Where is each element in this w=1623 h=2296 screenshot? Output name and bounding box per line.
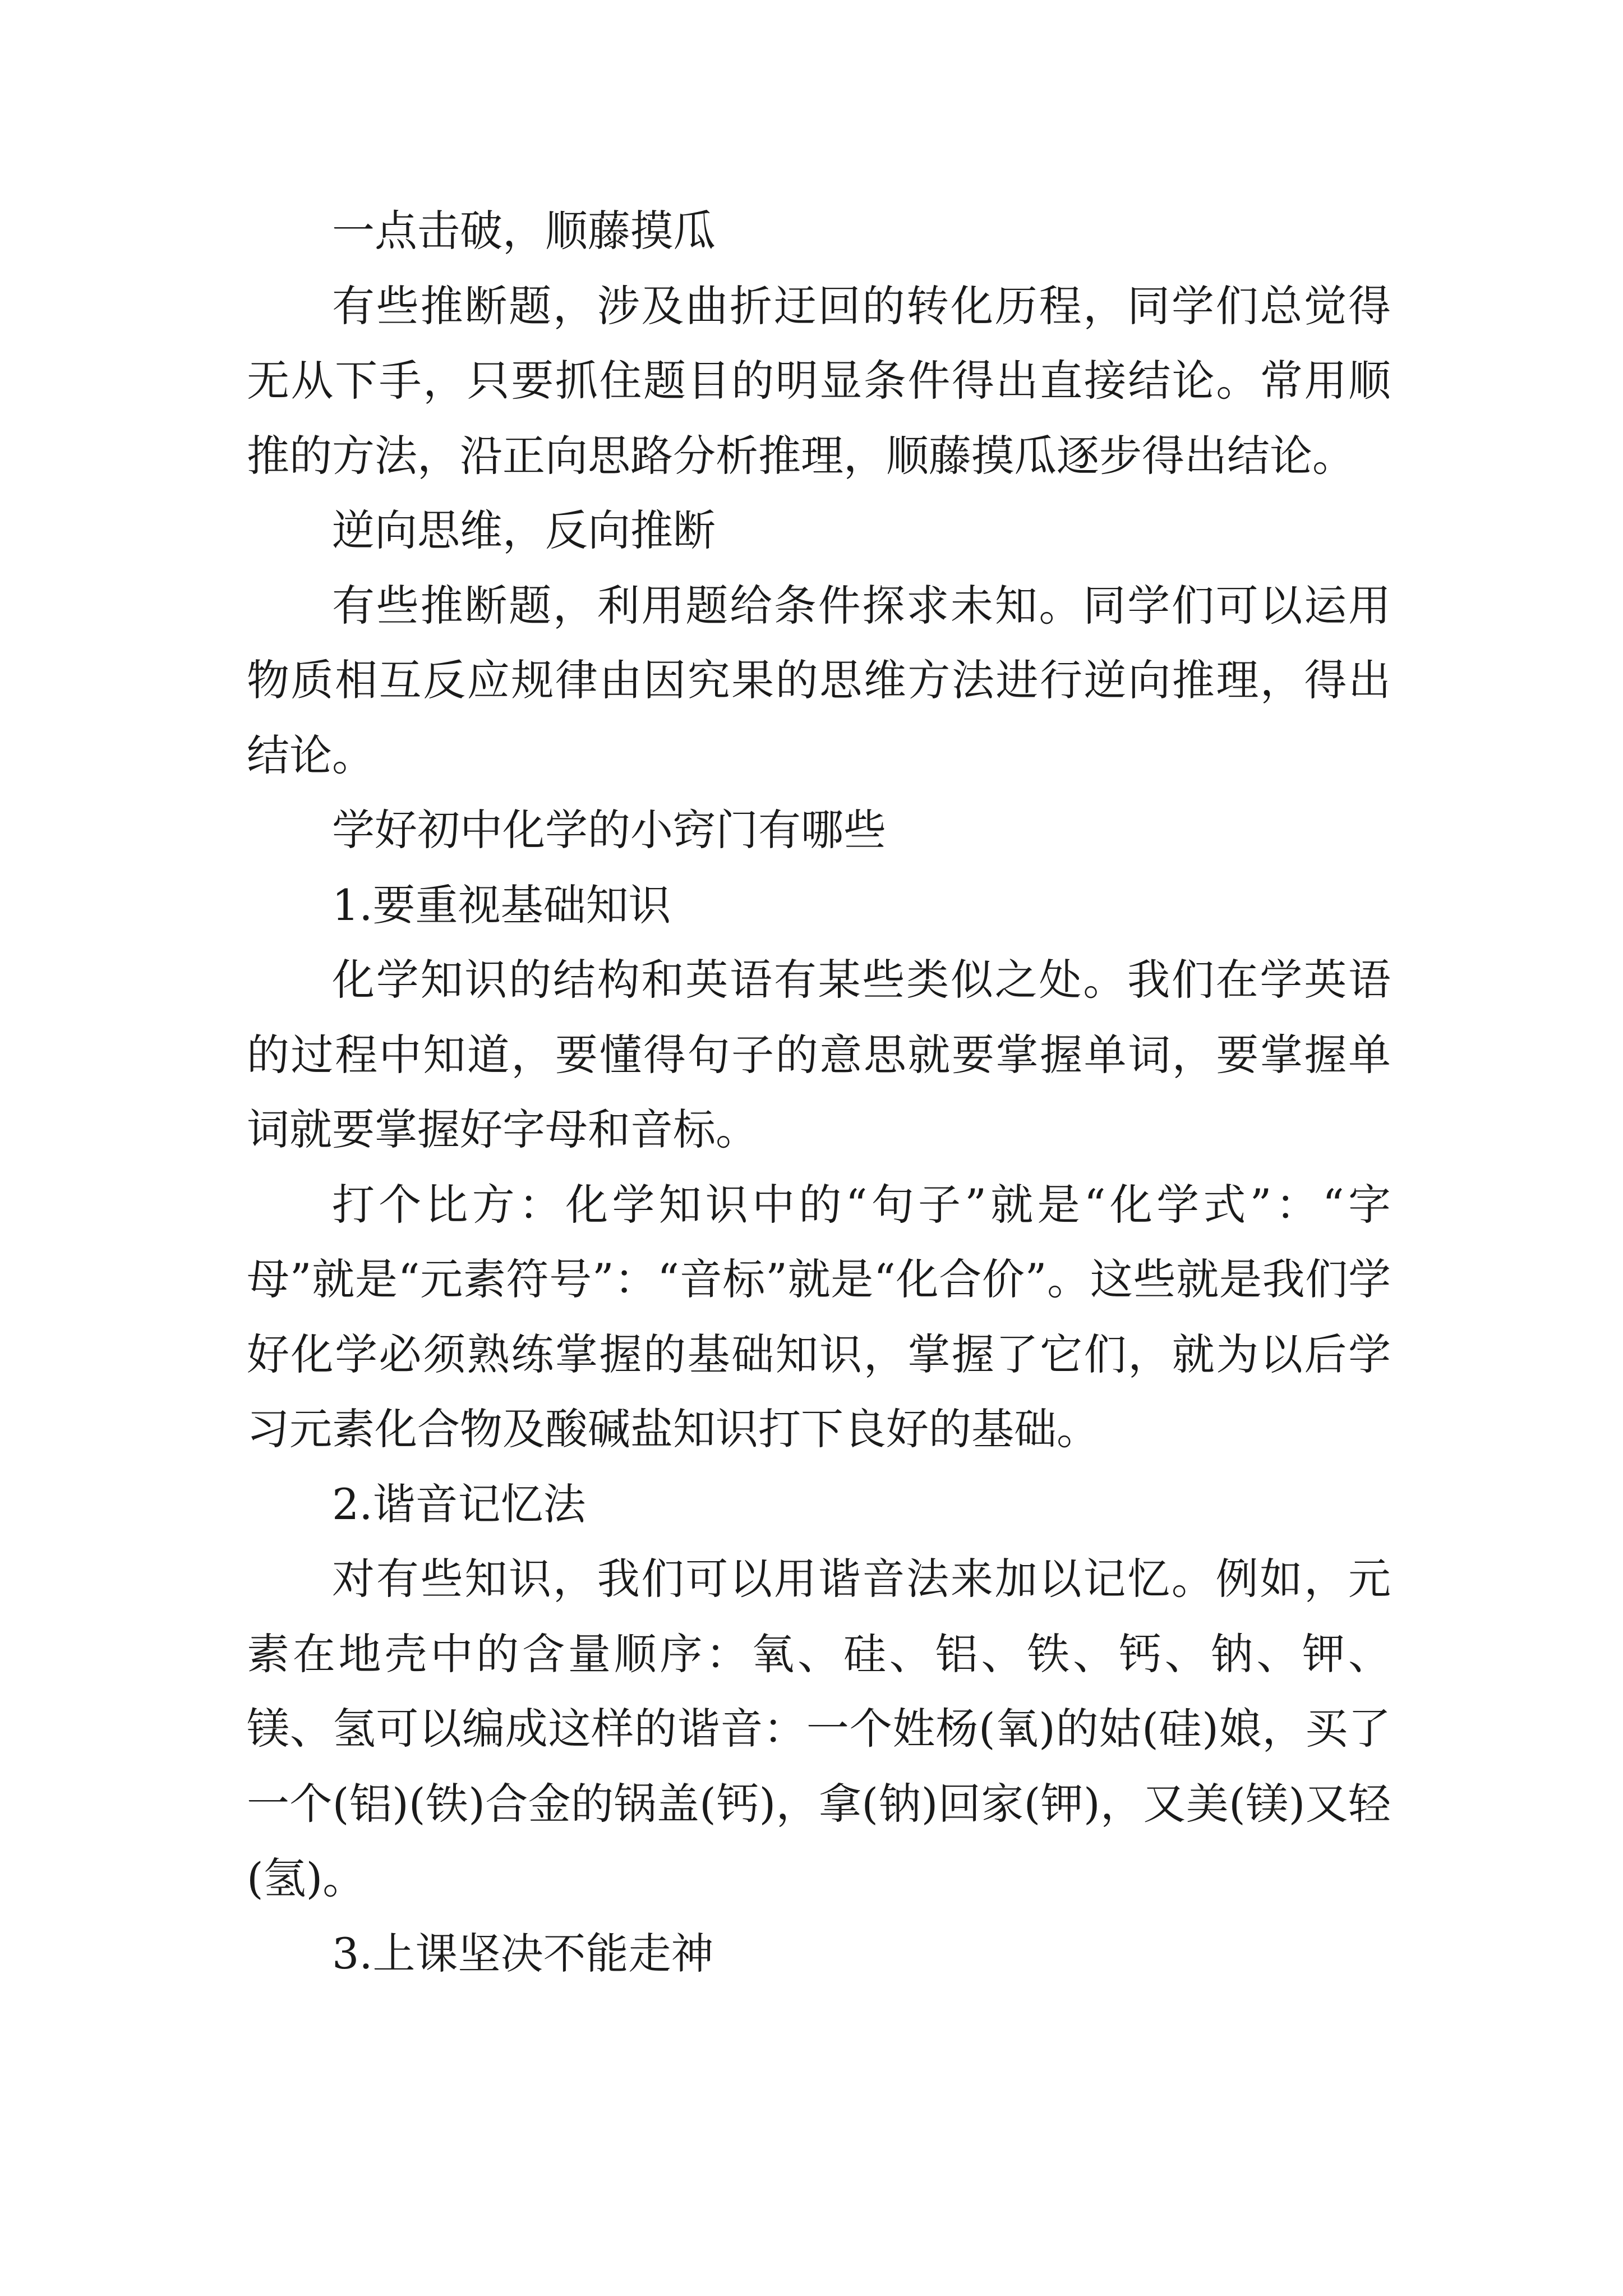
paragraph-reverse-reasoning: 有些推断题，利用题给条件探求未知。同学们可以运用物质相互反应规律由因究果的思维方法进行逆向推理，得出结论。: [247, 580, 1391, 780]
tip-heading-1: 1.要重视基础知识: [332, 880, 671, 930]
section-heading-clue: 一点击破，顺藤摸瓜: [332, 206, 716, 256]
section-heading-reverse: 逆向思维，反向推断: [332, 505, 716, 555]
paragraph-structure: 化学知识的结构和英语有某些类似之处。我们在学英语的过程中知道，要懂得句子的意思就要掌握单词，要掌握单词就要掌握好字母和音标。: [247, 955, 1391, 1154]
tip-heading-3: 3.上课坚决不能走神: [332, 1928, 714, 1978]
section-heading-tips: 学好初中化学的小窍门有哪些: [332, 805, 886, 855]
paragraph-mnemonic: 对有些知识，我们可以用谐音法来加以记忆。例如，元素在地壳中的含量顺序：氧、硅、铝、铁、钙、钠、钾、镁、氢可以编成这样的谐音：一个姓杨(氧)的姑(硅)娘，买了一个(铝)(铁)合金的锅盖(钙)，拿(钠)回家(钾)，又美(镁)又轻(氢)。: [247, 1554, 1391, 1903]
paragraph-analogy: 打个比方：化学知识中的“句子”就是“化学式”：“字母”就是“元素符号”：“音标”就是“化合价”。这些就是我们学好化学必须熟练掌握的基础知识，掌握了它们，就为以后学习元素化合物及酸碱盐知识打下良好的基础。: [247, 1179, 1391, 1454]
document-body: [247, 194, 1391, 1991]
paragraph-forward-reasoning: 有些推断题，涉及曲折迂回的转化历程，同学们总觉得无从下手，只要抓住题目的明显条件得出直接结论。常用顺推的方法，沿正向思路分析推理，顺藤摸瓜逐步得出结论。: [247, 280, 1391, 481]
tip-heading-2: 2.谐音记忆法: [332, 1479, 586, 1529]
